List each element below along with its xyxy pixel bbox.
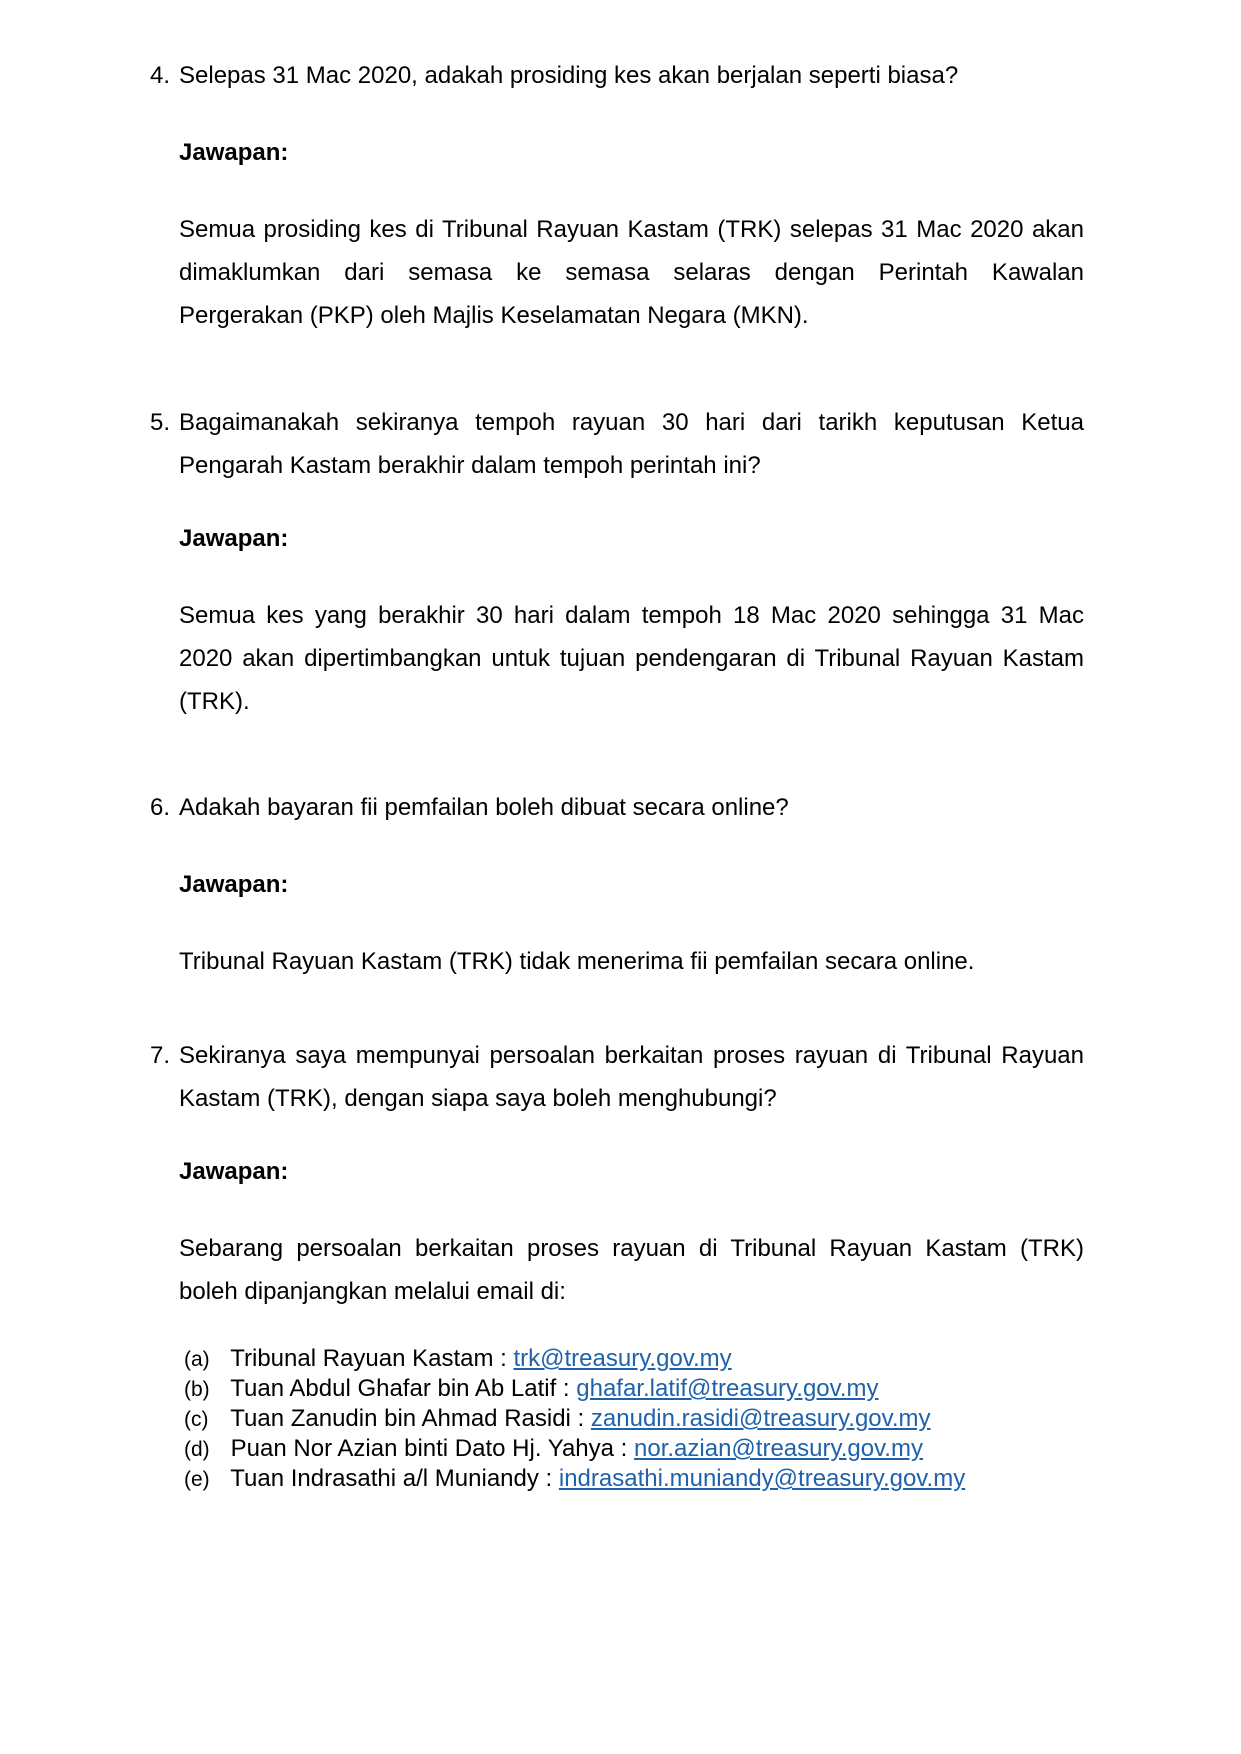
answer-line: Pergerakan (PKP) oleh Majlis Keselamatan Negara (MKN). bbox=[179, 302, 809, 329]
question-5 bbox=[150, 401, 1084, 487]
contact-letter: (c) bbox=[184, 1408, 209, 1431]
answer-line: Sebarang persoalan berkaitan proses rayuan di Tribunal Rayuan Kastam (TRK) bbox=[179, 1235, 1084, 1262]
answer-4 bbox=[179, 208, 1084, 337]
answer-label: Jawapan: bbox=[179, 525, 289, 552]
answer-line: 2020 akan dipertimbangkan untuk tujuan pendengaran di Tribunal Rayuan Kastam bbox=[179, 645, 1084, 672]
question-6 bbox=[150, 786, 1084, 829]
answer-line: (TRK). bbox=[179, 688, 250, 715]
email-link[interactable]: nor.azian@treasury.gov.my bbox=[634, 1435, 923, 1462]
contact-letter: (d) bbox=[184, 1438, 210, 1461]
contact-list bbox=[184, 1344, 965, 1494]
answer-line: Semua kes yang berakhir 30 hari dalam tempoh 18 Mac 2020 sehingga 31 Mac bbox=[179, 602, 1084, 629]
question-7 bbox=[150, 1034, 1084, 1120]
question-4 bbox=[150, 54, 1084, 97]
contact-letter: (e) bbox=[184, 1468, 210, 1491]
question-text: Adakah bayaran fii pemfailan boleh dibuat secara online? bbox=[179, 794, 789, 821]
answer-line: dimaklumkan dari semasa ke semasa selaras dengan Perintah Kawalan bbox=[179, 259, 1084, 286]
contact-name: Tuan Abdul Ghafar bin Ab Latif : bbox=[230, 1375, 570, 1402]
answer-5 bbox=[179, 594, 1084, 723]
contact-item bbox=[184, 1404, 965, 1434]
answer-line: Semua prosiding kes di Tribunal Rayuan Kastam (TRK) selepas 31 Mac 2020 akan bbox=[179, 216, 1084, 243]
contact-name: Tribunal Rayuan Kastam : bbox=[230, 1345, 507, 1372]
answer-6 bbox=[179, 940, 1084, 983]
question-number: 5. bbox=[150, 409, 171, 436]
question-number: 4. bbox=[150, 62, 171, 89]
email-link[interactable]: trk@treasury.gov.my bbox=[513, 1345, 732, 1372]
contact-letter: (a) bbox=[184, 1348, 210, 1371]
question-number: 6. bbox=[150, 794, 171, 821]
contact-item bbox=[184, 1464, 965, 1494]
question-text: Pengarah Kastam berakhir dalam tempoh perintah ini? bbox=[179, 452, 761, 479]
email-link[interactable]: zanudin.rasidi@treasury.gov.my bbox=[590, 1405, 931, 1432]
email-link[interactable]: ghafar.latif@treasury.gov.my bbox=[576, 1375, 879, 1402]
answer-label: Jawapan: bbox=[179, 139, 289, 166]
answer-line: boleh dipanjangkan melalui email di: bbox=[179, 1278, 566, 1305]
question-text: Kastam (TRK), dengan siapa saya boleh menghubungi? bbox=[179, 1085, 777, 1112]
contact-name: Tuan Zanudin bin Ahmad Rasidi : bbox=[230, 1405, 585, 1432]
answer-label: Jawapan: bbox=[179, 871, 289, 898]
answer-7 bbox=[179, 1227, 1084, 1313]
contact-item bbox=[184, 1374, 965, 1404]
question-text: Selepas 31 Mac 2020, adakah prosiding kes akan berjalan seperti biasa? bbox=[179, 62, 959, 89]
answer-label: Jawapan: bbox=[179, 1158, 289, 1185]
question-text: Sekiranya saya mempunyai persoalan berkaitan proses rayuan di Tribunal Rayuan bbox=[179, 1042, 1084, 1069]
question-number: 7. bbox=[150, 1042, 171, 1069]
contact-name: Tuan Indrasathi a/l Muniandy : bbox=[230, 1465, 553, 1492]
contact-name: Puan Nor Azian binti Dato Hj. Yahya : bbox=[230, 1435, 628, 1462]
question-text: Bagaimanakah sekiranya tempoh rayuan 30 hari dari tarikh keputusan Ketua bbox=[179, 409, 1084, 436]
contact-item bbox=[184, 1344, 965, 1374]
contact-item bbox=[184, 1434, 965, 1464]
email-link[interactable]: indrasathi.muniandy@treasury.gov.my bbox=[558, 1465, 966, 1492]
contact-letter: (b) bbox=[184, 1378, 210, 1401]
answer-line: Tribunal Rayuan Kastam (TRK) tidak menerima fii pemfailan secara online. bbox=[179, 948, 975, 975]
